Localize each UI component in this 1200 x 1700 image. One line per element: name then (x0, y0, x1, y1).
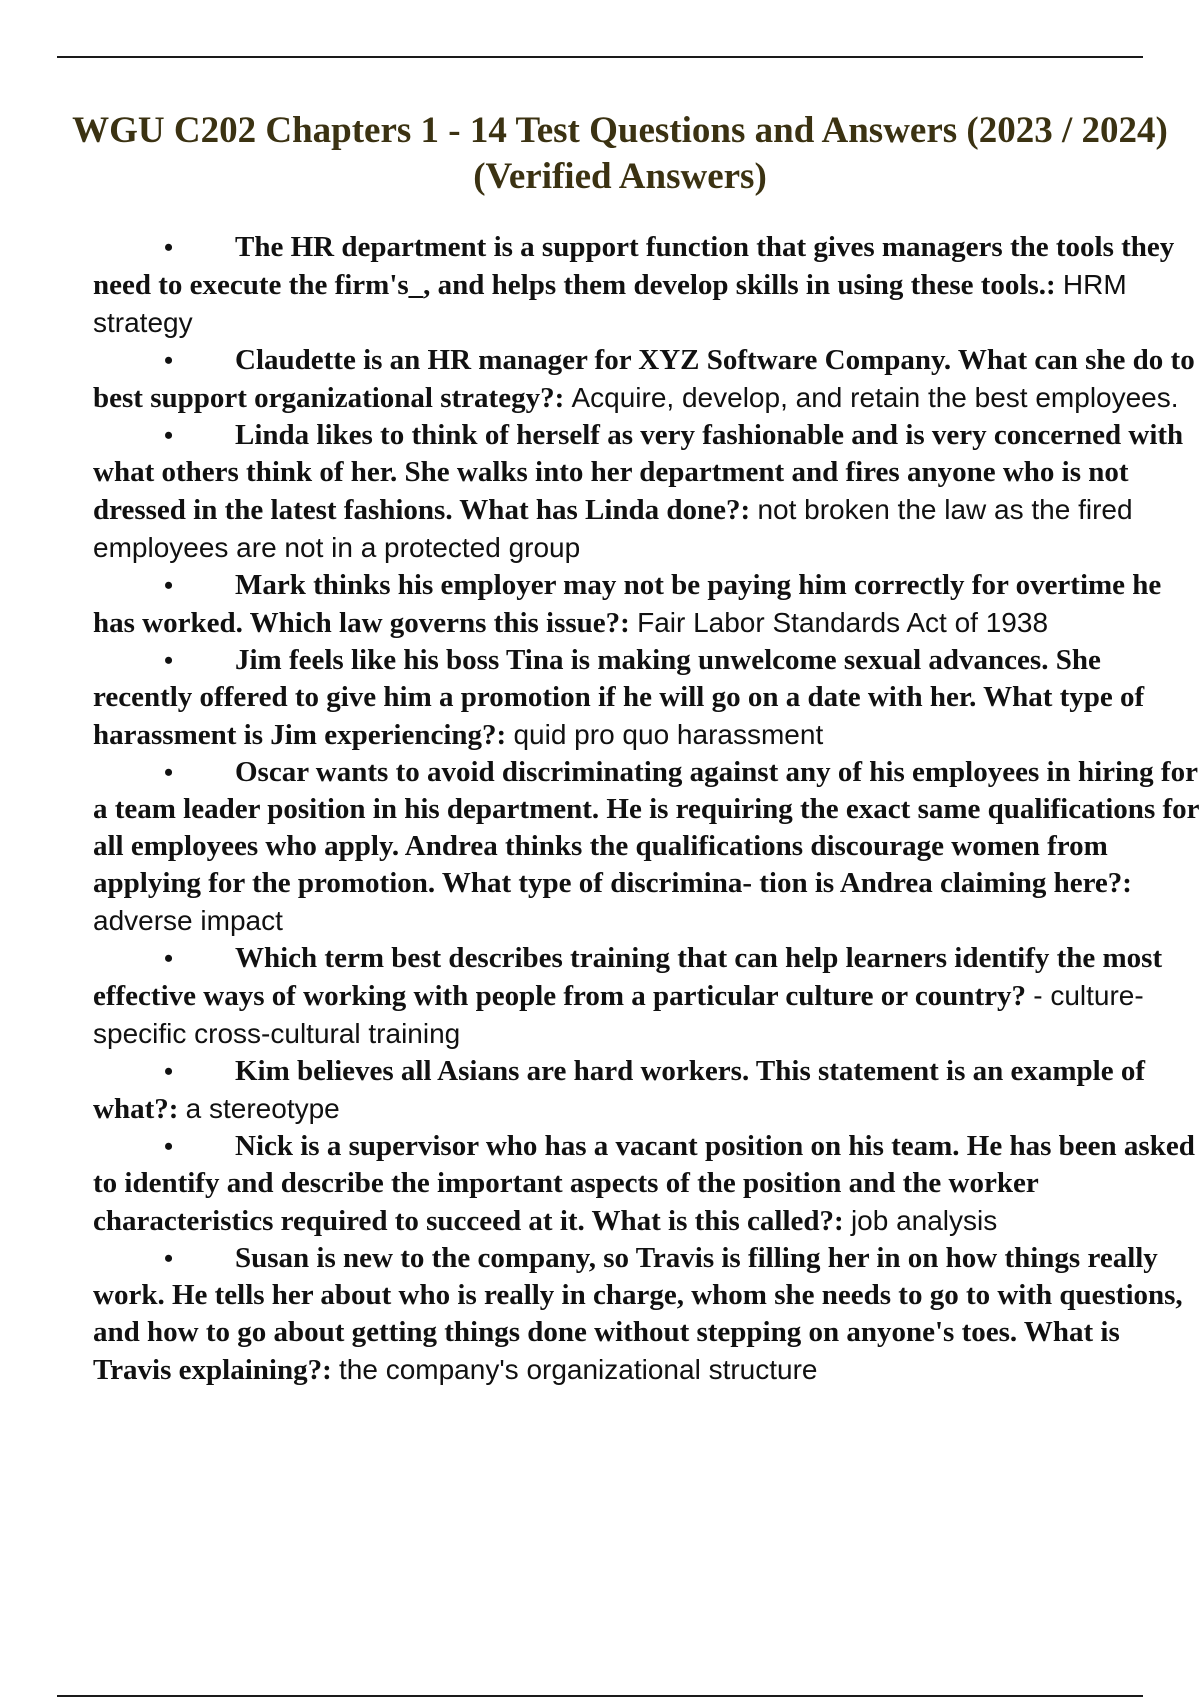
page-title (20, 108, 1200, 200)
title-line-2: (Verified Answers) (473, 156, 767, 197)
answer-text: a stereotype (185, 1093, 340, 1124)
bullet-icon: • (164, 758, 174, 787)
bullet-icon: • (164, 346, 174, 375)
bullet-icon: • (164, 646, 174, 675)
qa-item-1 (93, 229, 1200, 342)
question-text: Kim believes all Asians are hard workers. This statement is an example of what?: (93, 1055, 1145, 1125)
answer-text: Fair Labor Standards Act of 1938 (637, 607, 1049, 638)
answer-text: not broken the law as the fired employees are not in a protected group (93, 494, 1133, 563)
qa-item-9 (93, 1128, 1200, 1240)
qa-item-4 (93, 567, 1200, 642)
bullet-icon: • (164, 233, 174, 262)
qa-item-3 (93, 417, 1200, 567)
qa-item-8 (93, 1053, 1200, 1128)
answer-text: quid pro quo harassment (513, 719, 824, 750)
qa-item-2 (93, 342, 1200, 417)
qa-item-6 (93, 754, 1200, 940)
question-text: The HR department is a support function that gives managers the tools they need to execute the firm's_, and helps them develop skills in using these tools.: (93, 231, 1175, 301)
question-text: Nick is a supervisor who has a vacant position on his team. He has been asked to identify and describe the important aspects of the position and the worker characteristics required to succeed at it. What is this called?: (93, 1130, 1195, 1237)
bullet-icon: • (164, 1057, 174, 1086)
answer-text: the company's organizational structure (339, 1354, 818, 1385)
qa-item-7 (93, 940, 1200, 1053)
question-answer-list (93, 229, 1200, 1389)
bullet-icon: • (164, 1244, 174, 1273)
title-line-1: WGU C202 Chapters 1 - 14 Test Questions and Answers (2023 / 2024) (72, 110, 1168, 151)
qa-item-10 (93, 1240, 1200, 1389)
answer-text: adverse impact (93, 905, 283, 936)
top-divider (57, 56, 1143, 58)
bullet-icon: • (164, 571, 174, 600)
question-text: Jim feels like his boss Tina is making unwelcome sexual advances. She recently offered to give him a promotion if he will go on a date with her. What type of harassment is Jim experiencing?: (93, 644, 1145, 751)
bullet-icon: • (164, 944, 174, 973)
answer-text: HRM strategy (93, 269, 1127, 338)
question-text: Linda likes to think of herself as very fashionable and is very concerned with what others think of her. She walks into her department and fires anyone who is not dressed in the latest fashions. What has Linda done?: (93, 419, 1184, 526)
bullet-icon: • (164, 421, 174, 450)
question-text: Claudette is an HR manager for XYZ Software Company. What can she do to best support organizational strategy?: (93, 344, 1195, 414)
qa-item-5 (93, 642, 1200, 754)
answer-text: job analysis (850, 1205, 998, 1236)
question-text: Susan is new to the company, so Travis is filling her in on how things really work. He tells her about who is really in charge, whom she needs to go to with questions, and how to go about getting things done without stepping on anyone's toes. What is Travis explaining?: (93, 1242, 1183, 1386)
question-text: Oscar wants to avoid discriminating against any of his employees in hiring for a team leader position in his department. He is requiring the exact same qualifications for all employees who apply. Andrea thinks the qualifications discourage women from applying for the promotion. What type of discrimina- tion is Andrea claiming here?: (93, 756, 1199, 899)
answer-text: Acquire, develop, and retain the best employees. (571, 382, 1179, 413)
bottom-divider (57, 1695, 1143, 1697)
answer-text: - culture-specific cross-cultural training (93, 980, 1144, 1049)
question-text: Which term best describes training that can help learners identify the most effective ways of working with people from a particular culture or country? (93, 942, 1163, 1012)
question-text: Mark thinks his employer may not be paying him correctly for overtime he has worked. Which law governs this issue?: (93, 569, 1162, 639)
bullet-icon: • (164, 1132, 174, 1161)
